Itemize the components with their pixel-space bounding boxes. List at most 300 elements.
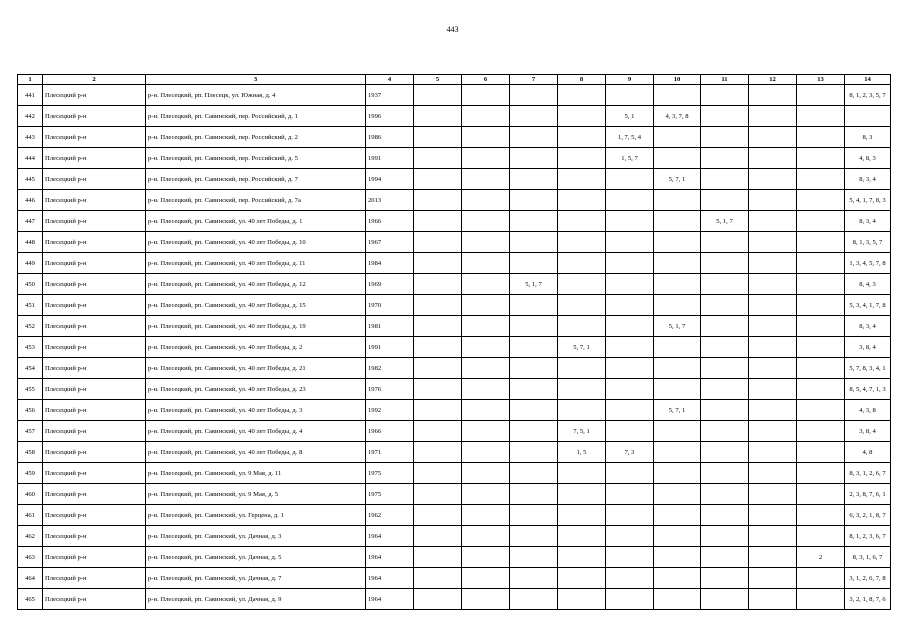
column-8-cell bbox=[558, 379, 606, 400]
column-14-cell: 1, 3, 4, 5, 7, 8 bbox=[845, 253, 891, 274]
address-cell: р-н. Плесецкий, рп. Савинский, ул. Дачная, д. 7 bbox=[146, 568, 366, 589]
column-12-cell bbox=[749, 526, 797, 547]
column-13-cell bbox=[797, 400, 845, 421]
column-10-cell bbox=[654, 253, 701, 274]
column-9-cell bbox=[606, 505, 654, 526]
column-9-cell bbox=[606, 85, 654, 106]
district-cell: Плесецкий р-н bbox=[43, 400, 146, 421]
address-cell: р-н. Плесецкий, рп. Савинский, ул. 40 лет Победы, д. 12 bbox=[146, 274, 366, 295]
row-number-cell: 463 bbox=[18, 547, 43, 568]
column-5-cell bbox=[414, 547, 462, 568]
district-cell: Плесецкий р-н bbox=[43, 337, 146, 358]
address-cell: р-н. Плесецкий, рп. Савинский, ул. Дачная, д. 3 bbox=[146, 526, 366, 547]
column-12-cell bbox=[749, 316, 797, 337]
column-11-cell bbox=[701, 148, 749, 169]
column-12-cell bbox=[749, 253, 797, 274]
column-7-cell: 5, 1, 7 bbox=[510, 274, 558, 295]
column-8-cell bbox=[558, 148, 606, 169]
district-cell: Плесецкий р-н bbox=[43, 127, 146, 148]
column-13-cell bbox=[797, 442, 845, 463]
row-number-cell: 448 bbox=[18, 232, 43, 253]
row-number-cell: 454 bbox=[18, 358, 43, 379]
column-9-cell bbox=[606, 211, 654, 232]
column-11-cell bbox=[701, 316, 749, 337]
year-cell: 1964 bbox=[366, 589, 414, 610]
column-12-cell bbox=[749, 211, 797, 232]
year-cell: 1970 bbox=[366, 295, 414, 316]
table-row bbox=[18, 421, 891, 442]
column-8-cell bbox=[558, 106, 606, 127]
column-14-cell: 5, 3, 4, 1, 7, 8 bbox=[845, 295, 891, 316]
column-13-cell bbox=[797, 169, 845, 190]
column-9-cell bbox=[606, 337, 654, 358]
column-5-cell bbox=[414, 316, 462, 337]
district-cell: Плесецкий р-н bbox=[43, 421, 146, 442]
column-7-cell bbox=[510, 379, 558, 400]
year-cell: 1986 bbox=[366, 127, 414, 148]
address-cell: р-н. Плесецкий, рп. Савинский, пер. Российский, д. 2 bbox=[146, 127, 366, 148]
column-14-cell bbox=[845, 106, 891, 127]
district-cell: Плесецкий р-н bbox=[43, 253, 146, 274]
column-14-cell: 8, 1, 2, 3, 5, 7 bbox=[845, 85, 891, 106]
column-5-cell bbox=[414, 505, 462, 526]
column-13-cell bbox=[797, 253, 845, 274]
column-7-cell bbox=[510, 169, 558, 190]
district-cell: Плесецкий р-н bbox=[43, 190, 146, 211]
column-8-cell: 5, 7, 1 bbox=[558, 337, 606, 358]
row-number-cell: 450 bbox=[18, 274, 43, 295]
column-13-cell bbox=[797, 211, 845, 232]
column-7-cell bbox=[510, 253, 558, 274]
row-number-cell: 461 bbox=[18, 505, 43, 526]
district-cell: Плесецкий р-н bbox=[43, 274, 146, 295]
column-6-cell bbox=[462, 85, 510, 106]
column-7-cell bbox=[510, 400, 558, 421]
column-5-cell bbox=[414, 337, 462, 358]
column-14-cell: 3, 8, 4 bbox=[845, 337, 891, 358]
column-5-cell bbox=[414, 421, 462, 442]
table-row bbox=[18, 295, 891, 316]
column-header-9: 9 bbox=[606, 75, 654, 85]
column-7-cell bbox=[510, 526, 558, 547]
address-cell: р-н. Плесецкий, рп. Савинский, ул. 9 Мая, д. 5 bbox=[146, 484, 366, 505]
column-10-cell bbox=[654, 589, 701, 610]
table-row bbox=[18, 85, 891, 106]
table-row bbox=[18, 484, 891, 505]
row-number-cell: 459 bbox=[18, 463, 43, 484]
column-10-cell bbox=[654, 127, 701, 148]
district-cell: Плесецкий р-н bbox=[43, 211, 146, 232]
column-12-cell bbox=[749, 232, 797, 253]
column-12-cell bbox=[749, 127, 797, 148]
column-10-cell bbox=[654, 232, 701, 253]
column-13-cell bbox=[797, 274, 845, 295]
year-cell: 1971 bbox=[366, 442, 414, 463]
column-13-cell bbox=[797, 190, 845, 211]
district-cell: Плесецкий р-н bbox=[43, 358, 146, 379]
column-5-cell bbox=[414, 589, 462, 610]
register-table bbox=[17, 74, 891, 610]
column-5-cell bbox=[414, 358, 462, 379]
column-7-cell bbox=[510, 190, 558, 211]
column-7-cell bbox=[510, 127, 558, 148]
table-row bbox=[18, 337, 891, 358]
column-10-cell: 4, 3, 7, 8 bbox=[654, 106, 701, 127]
table-row bbox=[18, 400, 891, 421]
column-14-cell: 8, 3, 4 bbox=[845, 169, 891, 190]
year-cell: 1981 bbox=[366, 316, 414, 337]
column-11-cell bbox=[701, 526, 749, 547]
column-11-cell bbox=[701, 190, 749, 211]
column-14-cell: 8, 1, 3, 5, 7 bbox=[845, 232, 891, 253]
column-12-cell bbox=[749, 295, 797, 316]
address-cell: р-н. Плесецкий, рп. Савинский, ул. 40 лет Победы, д. 19 bbox=[146, 316, 366, 337]
year-cell: 1962 bbox=[366, 505, 414, 526]
column-5-cell bbox=[414, 85, 462, 106]
column-11-cell bbox=[701, 106, 749, 127]
column-13-cell bbox=[797, 316, 845, 337]
address-cell: р-н. Плесецкий, рп. Савинский, ул. 40 лет Победы, д. 3 bbox=[146, 400, 366, 421]
year-cell: 2013 bbox=[366, 190, 414, 211]
address-cell: р-н. Плесецкий, рп. Савинский, ул. 40 лет Победы, д. 4 bbox=[146, 421, 366, 442]
address-cell: р-н. Плесецкий, рп. Савинский, ул. Дачная, д. 5 bbox=[146, 547, 366, 568]
table-row bbox=[18, 547, 891, 568]
column-8-cell: 1, 5 bbox=[558, 442, 606, 463]
column-11-cell bbox=[701, 85, 749, 106]
column-12-cell bbox=[749, 379, 797, 400]
column-7-cell bbox=[510, 547, 558, 568]
column-13-cell bbox=[797, 232, 845, 253]
address-cell: р-н. Плесецкий, рп. Савинский, ул. 9 Мая, д. 11 bbox=[146, 463, 366, 484]
column-6-cell bbox=[462, 148, 510, 169]
district-cell: Плесецкий р-н bbox=[43, 463, 146, 484]
column-12-cell bbox=[749, 547, 797, 568]
column-11-cell bbox=[701, 232, 749, 253]
column-header-10: 10 bbox=[654, 75, 701, 85]
row-number-cell: 451 bbox=[18, 295, 43, 316]
column-5-cell bbox=[414, 106, 462, 127]
column-7-cell bbox=[510, 232, 558, 253]
table-row bbox=[18, 526, 891, 547]
district-cell: Плесецкий р-н bbox=[43, 505, 146, 526]
column-8-cell bbox=[558, 505, 606, 526]
table-row bbox=[18, 505, 891, 526]
column-10-cell bbox=[654, 484, 701, 505]
column-8-cell bbox=[558, 253, 606, 274]
column-13-cell bbox=[797, 421, 845, 442]
column-9-cell bbox=[606, 484, 654, 505]
column-12-cell bbox=[749, 484, 797, 505]
table-row bbox=[18, 211, 891, 232]
column-7-cell bbox=[510, 211, 558, 232]
column-10-cell bbox=[654, 274, 701, 295]
column-5-cell bbox=[414, 232, 462, 253]
column-12-cell bbox=[749, 85, 797, 106]
column-6-cell bbox=[462, 526, 510, 547]
column-12-cell bbox=[749, 169, 797, 190]
column-5-cell bbox=[414, 148, 462, 169]
column-11-cell bbox=[701, 463, 749, 484]
column-9-cell bbox=[606, 526, 654, 547]
district-cell: Плесецкий р-н bbox=[43, 85, 146, 106]
column-10-cell bbox=[654, 379, 701, 400]
address-cell: р-н. Плесецкий, рп. Савинский, ул. 40 лет Победы, д. 1 bbox=[146, 211, 366, 232]
column-8-cell bbox=[558, 295, 606, 316]
column-11-cell bbox=[701, 505, 749, 526]
district-cell: Плесецкий р-н bbox=[43, 232, 146, 253]
column-8-cell bbox=[558, 400, 606, 421]
district-cell: Плесецкий р-н bbox=[43, 442, 146, 463]
address-cell: р-н. Плесецкий, рп. Савинский, ул. Дачная, д. 9 bbox=[146, 589, 366, 610]
row-number-cell: 441 bbox=[18, 85, 43, 106]
table-row bbox=[18, 106, 891, 127]
column-8-cell bbox=[558, 169, 606, 190]
column-8-cell bbox=[558, 526, 606, 547]
column-5-cell bbox=[414, 484, 462, 505]
address-cell: р-н. Плесецкий, рп. Савинский, ул. 40 лет Победы, д. 11 bbox=[146, 253, 366, 274]
address-cell: р-н. Плесецкий, рп. Савинский, ул. 40 лет Победы, д. 8 bbox=[146, 442, 366, 463]
row-number-cell: 462 bbox=[18, 526, 43, 547]
column-7-cell bbox=[510, 148, 558, 169]
year-cell: 1966 bbox=[366, 211, 414, 232]
column-12-cell bbox=[749, 190, 797, 211]
column-header-7: 7 bbox=[510, 75, 558, 85]
column-9-cell: 7, 3 bbox=[606, 442, 654, 463]
year-cell: 1967 bbox=[366, 232, 414, 253]
column-12-cell bbox=[749, 337, 797, 358]
year-cell: 1991 bbox=[366, 337, 414, 358]
column-header-2: 2 bbox=[43, 75, 146, 85]
table-row bbox=[18, 127, 891, 148]
column-5-cell bbox=[414, 253, 462, 274]
column-14-cell: 5, 7, 8, 3, 4, 1 bbox=[845, 358, 891, 379]
row-number-cell: 445 bbox=[18, 169, 43, 190]
address-cell: р-н. Плесецкий, рп. Савинский, ул. Герцена, д. 1 bbox=[146, 505, 366, 526]
column-8-cell bbox=[558, 85, 606, 106]
address-cell: р-н. Плесецкий, рп. Савинский, пер. Российский, д. 7 bbox=[146, 169, 366, 190]
address-cell: р-н. Плесецкий, рп. Савинский, пер. Российский, д. 1 bbox=[146, 106, 366, 127]
column-14-cell: 4, 3, 8 bbox=[845, 400, 891, 421]
column-14-cell: 4, 8 bbox=[845, 442, 891, 463]
year-cell: 1982 bbox=[366, 358, 414, 379]
column-6-cell bbox=[462, 463, 510, 484]
column-9-cell bbox=[606, 400, 654, 421]
column-7-cell bbox=[510, 421, 558, 442]
column-header-12: 12 bbox=[749, 75, 797, 85]
address-cell: р-н. Плесецкий, рп. Савинский, пер. Российский, д. 5 bbox=[146, 148, 366, 169]
column-7-cell bbox=[510, 568, 558, 589]
column-14-cell: 8, 3, 1, 2, 6, 7 bbox=[845, 463, 891, 484]
year-cell: 1984 bbox=[366, 253, 414, 274]
column-5-cell bbox=[414, 169, 462, 190]
column-8-cell bbox=[558, 568, 606, 589]
column-9-cell bbox=[606, 169, 654, 190]
column-9-cell bbox=[606, 253, 654, 274]
column-12-cell bbox=[749, 505, 797, 526]
table-row bbox=[18, 169, 891, 190]
row-number-cell: 446 bbox=[18, 190, 43, 211]
district-cell: Плесецкий р-н bbox=[43, 316, 146, 337]
year-cell: 1964 bbox=[366, 568, 414, 589]
column-10-cell bbox=[654, 358, 701, 379]
district-cell: Плесецкий р-н bbox=[43, 295, 146, 316]
row-number-cell: 455 bbox=[18, 379, 43, 400]
column-6-cell bbox=[462, 106, 510, 127]
column-12-cell bbox=[749, 463, 797, 484]
column-7-cell bbox=[510, 505, 558, 526]
column-13-cell bbox=[797, 379, 845, 400]
column-11-cell bbox=[701, 547, 749, 568]
column-14-cell: 4, 8, 3 bbox=[845, 148, 891, 169]
column-5-cell bbox=[414, 295, 462, 316]
column-6-cell bbox=[462, 316, 510, 337]
column-6-cell bbox=[462, 505, 510, 526]
column-10-cell bbox=[654, 421, 701, 442]
column-12-cell bbox=[749, 400, 797, 421]
column-6-cell bbox=[462, 421, 510, 442]
column-9-cell bbox=[606, 568, 654, 589]
year-cell: 1975 bbox=[366, 484, 414, 505]
column-5-cell bbox=[414, 463, 462, 484]
row-number-cell: 453 bbox=[18, 337, 43, 358]
year-cell: 1994 bbox=[366, 169, 414, 190]
header-row bbox=[18, 75, 891, 85]
year-cell: 1996 bbox=[366, 106, 414, 127]
column-6-cell bbox=[462, 295, 510, 316]
column-10-cell bbox=[654, 547, 701, 568]
table-row bbox=[18, 190, 891, 211]
column-14-cell: 3, 8, 4 bbox=[845, 421, 891, 442]
column-5-cell bbox=[414, 127, 462, 148]
column-10-cell bbox=[654, 85, 701, 106]
table-body bbox=[18, 85, 891, 610]
column-8-cell bbox=[558, 274, 606, 295]
year-cell: 1964 bbox=[366, 526, 414, 547]
column-8-cell bbox=[558, 463, 606, 484]
district-cell: Плесецкий р-н bbox=[43, 484, 146, 505]
district-cell: Плесецкий р-н bbox=[43, 169, 146, 190]
column-8-cell bbox=[558, 358, 606, 379]
column-13-cell bbox=[797, 337, 845, 358]
column-9-cell: 1, 7, 5, 4 bbox=[606, 127, 654, 148]
column-9-cell: 5, 1 bbox=[606, 106, 654, 127]
column-13-cell bbox=[797, 148, 845, 169]
column-6-cell bbox=[462, 232, 510, 253]
column-6-cell bbox=[462, 568, 510, 589]
column-6-cell bbox=[462, 589, 510, 610]
column-7-cell bbox=[510, 295, 558, 316]
district-cell: Плесецкий р-н bbox=[43, 526, 146, 547]
table-row bbox=[18, 232, 891, 253]
column-6-cell bbox=[462, 253, 510, 274]
table-row bbox=[18, 568, 891, 589]
column-10-cell bbox=[654, 442, 701, 463]
column-8-cell bbox=[558, 589, 606, 610]
column-9-cell bbox=[606, 274, 654, 295]
column-13-cell bbox=[797, 358, 845, 379]
column-14-cell: 3, 1, 2, 6, 7, 8 bbox=[845, 568, 891, 589]
row-number-cell: 443 bbox=[18, 127, 43, 148]
row-number-cell: 452 bbox=[18, 316, 43, 337]
column-9-cell bbox=[606, 379, 654, 400]
column-6-cell bbox=[462, 547, 510, 568]
column-9-cell bbox=[606, 316, 654, 337]
column-14-cell: 8, 3, 4 bbox=[845, 211, 891, 232]
column-9-cell bbox=[606, 232, 654, 253]
column-header-11: 11 bbox=[701, 75, 749, 85]
table-row bbox=[18, 253, 891, 274]
column-8-cell bbox=[558, 232, 606, 253]
column-13-cell bbox=[797, 589, 845, 610]
year-cell: 1992 bbox=[366, 400, 414, 421]
column-6-cell bbox=[462, 442, 510, 463]
column-9-cell bbox=[606, 547, 654, 568]
column-9-cell bbox=[606, 358, 654, 379]
column-6-cell bbox=[462, 169, 510, 190]
column-6-cell bbox=[462, 400, 510, 421]
column-11-cell bbox=[701, 568, 749, 589]
column-11-cell bbox=[701, 400, 749, 421]
column-9-cell bbox=[606, 421, 654, 442]
year-cell: 1966 bbox=[366, 421, 414, 442]
column-10-cell: 5, 7, 1 bbox=[654, 169, 701, 190]
address-cell: р-н. Плесецкий, рп. Плесецк, ул. Южная, д. 4 bbox=[146, 85, 366, 106]
column-6-cell bbox=[462, 337, 510, 358]
column-10-cell bbox=[654, 505, 701, 526]
column-6-cell bbox=[462, 358, 510, 379]
column-12-cell bbox=[749, 106, 797, 127]
column-8-cell bbox=[558, 316, 606, 337]
address-cell: р-н. Плесецкий, рп. Савинский, ул. 40 лет Победы, д. 21 bbox=[146, 358, 366, 379]
column-11-cell bbox=[701, 589, 749, 610]
table-row bbox=[18, 316, 891, 337]
column-header-14: 14 bbox=[845, 75, 891, 85]
row-number-cell: 460 bbox=[18, 484, 43, 505]
column-11-cell bbox=[701, 484, 749, 505]
column-10-cell bbox=[654, 211, 701, 232]
column-10-cell: 5, 7, 1 bbox=[654, 400, 701, 421]
column-7-cell bbox=[510, 442, 558, 463]
column-8-cell: 7, 5, 1 bbox=[558, 421, 606, 442]
row-number-cell: 442 bbox=[18, 106, 43, 127]
column-5-cell bbox=[414, 400, 462, 421]
column-11-cell bbox=[701, 253, 749, 274]
district-cell: Плесецкий р-н bbox=[43, 547, 146, 568]
column-13-cell bbox=[797, 295, 845, 316]
column-header-1: 1 bbox=[18, 75, 43, 85]
district-cell: Плесецкий р-н bbox=[43, 148, 146, 169]
address-cell: р-н. Плесецкий, рп. Савинский, ул. 40 лет Победы, д. 2 bbox=[146, 337, 366, 358]
column-7-cell bbox=[510, 85, 558, 106]
column-9-cell bbox=[606, 295, 654, 316]
row-number-cell: 465 bbox=[18, 589, 43, 610]
column-7-cell bbox=[510, 358, 558, 379]
column-6-cell bbox=[462, 190, 510, 211]
column-11-cell bbox=[701, 274, 749, 295]
column-12-cell bbox=[749, 568, 797, 589]
column-7-cell bbox=[510, 337, 558, 358]
column-7-cell bbox=[510, 589, 558, 610]
column-10-cell: 5, 1, 7 bbox=[654, 316, 701, 337]
row-number-cell: 449 bbox=[18, 253, 43, 274]
column-13-cell bbox=[797, 526, 845, 547]
table-row bbox=[18, 463, 891, 484]
column-12-cell bbox=[749, 358, 797, 379]
page-number: 443 bbox=[446, 25, 459, 34]
column-10-cell bbox=[654, 337, 701, 358]
column-7-cell bbox=[510, 316, 558, 337]
column-14-cell: 8, 3, 4 bbox=[845, 316, 891, 337]
